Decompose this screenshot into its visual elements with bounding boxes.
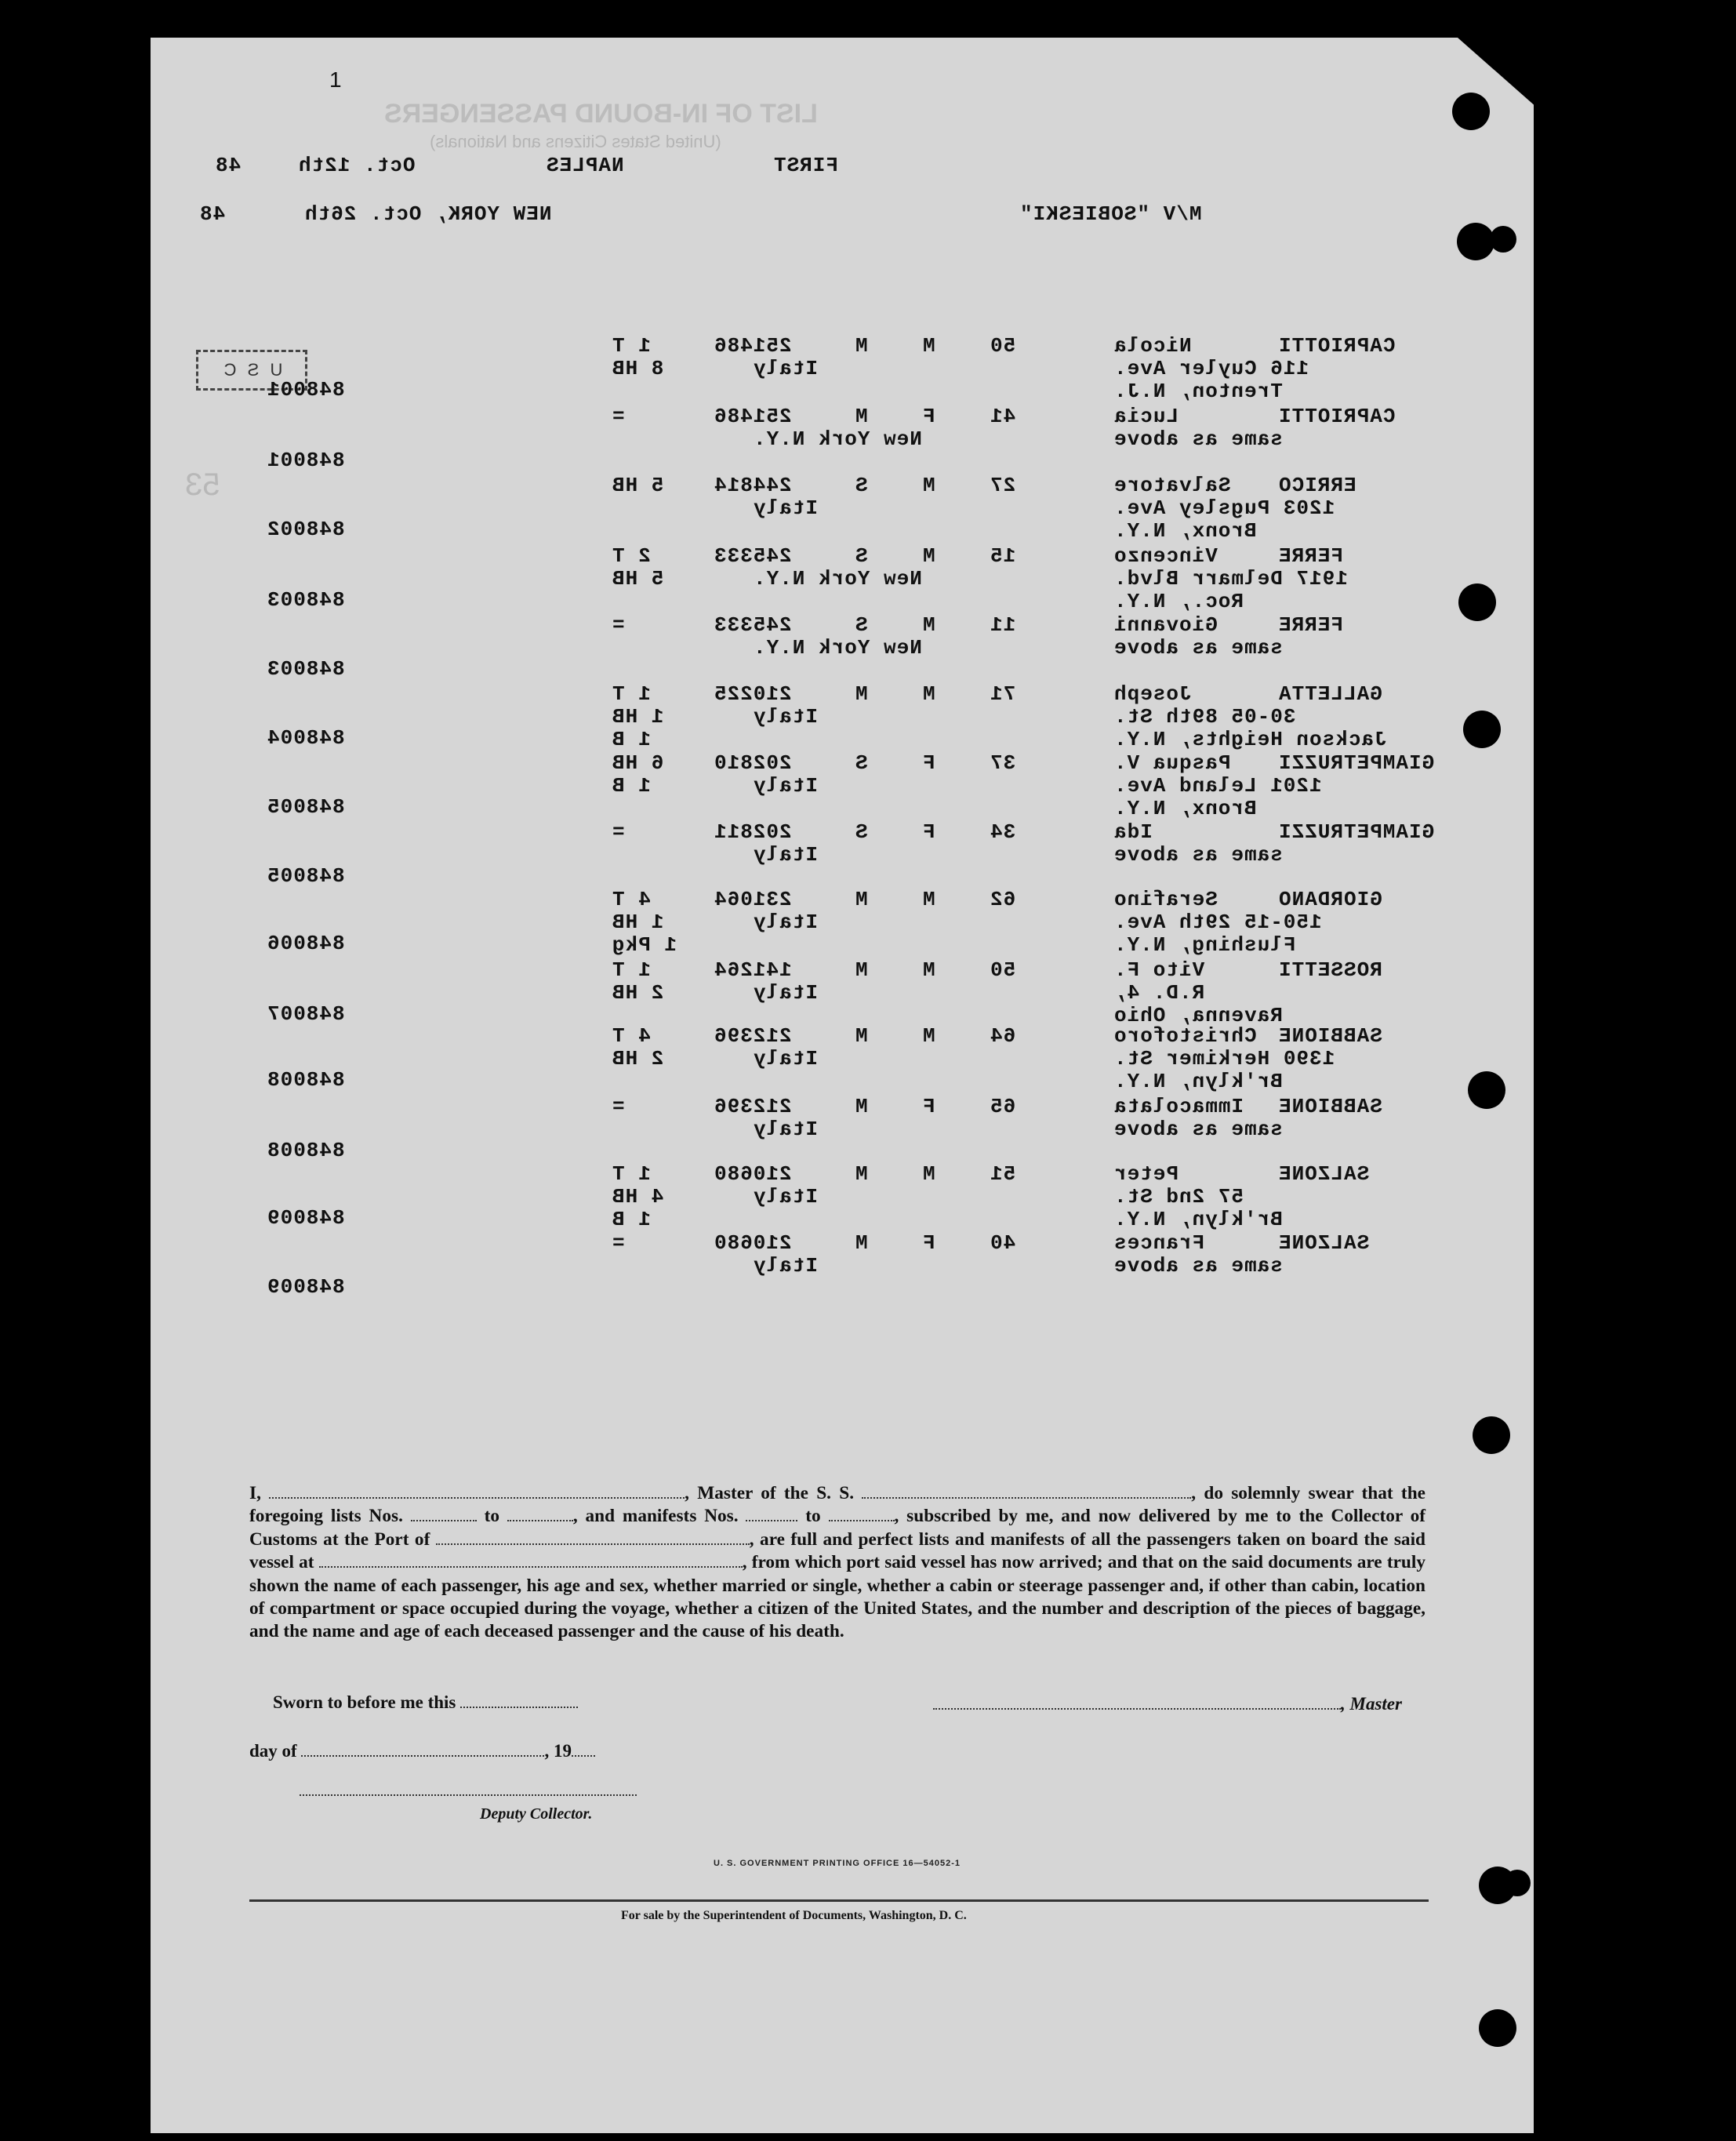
list-from-field[interactable]: [411, 1520, 477, 1521]
passenger-given-name: Salvatore: [1113, 474, 1231, 497]
baggage-count: 1 HB: [612, 705, 664, 729]
passport-issued-at: Italy: [753, 705, 819, 729]
certificate-number: 848003: [267, 588, 345, 612]
customs-stamp: U S C: [196, 350, 307, 391]
passenger-address: Jackson Heights, N.Y.: [1113, 728, 1387, 751]
passenger-address: 1201 Leland Ave.: [1113, 774, 1322, 798]
oath-text: , and manifests Nos.: [572, 1506, 739, 1527]
oath-text: , subscribed by me, and now delivered by me to the Collector of Customs at the Port of: [249, 1506, 1426, 1550]
passenger-surname: ROSSETTI: [1278, 958, 1382, 982]
page-mark: 1: [329, 67, 342, 92]
binder-hole: [1452, 93, 1490, 130]
passenger-surname: CAPRIOTTI: [1278, 405, 1396, 428]
list-to-field[interactable]: [507, 1520, 573, 1521]
manifest-from-field[interactable]: [746, 1520, 797, 1521]
passenger-surname: SALZONE: [1278, 1162, 1370, 1186]
passenger-surname: CAPRIOTTI: [1278, 334, 1396, 358]
certificate-number: 848005: [267, 795, 345, 819]
oath-text: to: [805, 1506, 821, 1527]
sale-notice: For sale by the Superintendent of Documents, Washington, D. C.: [621, 1909, 967, 1922]
passenger-marital-status: M: [855, 888, 868, 911]
passenger-address: same as above: [1113, 427, 1283, 451]
certificate-number: 848008: [267, 1139, 345, 1162]
printing-office-line: U. S. GOVERNMENT PRINTING OFFICE 16—54052-1: [714, 1859, 961, 1868]
baggage-count: 5 HB: [612, 474, 664, 497]
passenger-sex: M: [922, 888, 935, 911]
baggage-count: 2 HB: [612, 981, 664, 1005]
form-subtitle-ghost: (United States Citizens and Nationals): [430, 132, 721, 151]
side-number: 53: [185, 467, 220, 502]
passenger-address: same as above: [1113, 1254, 1283, 1278]
passport-issued-at: Italy: [753, 496, 819, 520]
passenger-age: 62: [990, 888, 1016, 911]
vessel-name-field[interactable]: [862, 1497, 1191, 1499]
passenger-address: 116 Cuyler Ave.: [1113, 357, 1309, 380]
passport-number: 251486: [714, 334, 792, 358]
certificate-number: 848006: [267, 932, 345, 955]
passport-issued-at: Italy: [753, 357, 819, 380]
passenger-address: 1203 Pugsley Ave.: [1113, 496, 1335, 520]
sworn-line: [273, 1692, 578, 1713]
baggage-count: 5 HB: [612, 567, 664, 591]
arrival-year: 48: [199, 202, 226, 226]
passport-issued-at: Italy: [753, 1047, 819, 1070]
passenger-marital-status: S: [855, 751, 868, 775]
passport-issued-at: New York N.Y.: [753, 636, 922, 660]
oath-text: , are full and perfect lists and manifests of all the passengers taken on board the said vessel at: [249, 1529, 1425, 1573]
baggage-count: =: [612, 405, 625, 428]
baggage-count: =: [612, 1095, 625, 1118]
year-field[interactable]: [572, 1755, 595, 1757]
passenger-marital-status: S: [855, 820, 868, 844]
passport-issued-at: Italy: [753, 1185, 819, 1209]
passenger-address: Br'klyn, N.Y.: [1113, 1208, 1283, 1231]
oath-text: , from which port said vessel has now arrived; and that on the said documents are truly shown the name of each passenger, his age and sex, whether married or single, whether a cabin or steerage passenger and, if other than cabin, location of compartment or space occupied during the voyage, whether a citizen of the United States, and the number and description of the pieces of baggage, and the name and age of each deceased passenger and the cause of his death.: [249, 1552, 1425, 1642]
oath-paragraph: [249, 1482, 1425, 1644]
departure-year: 48: [215, 154, 242, 177]
passenger-address: Bronx, N.Y.: [1113, 519, 1257, 543]
certificate-number: 848002: [267, 518, 345, 541]
passport-number: 210225: [714, 682, 792, 706]
passenger-marital-status: M: [855, 1024, 868, 1048]
binder-hole: [1490, 226, 1516, 253]
passenger-age: 51: [990, 1162, 1016, 1186]
passenger-marital-status: S: [855, 544, 868, 568]
passenger-given-name: Immacolata: [1113, 1095, 1244, 1118]
passenger-surname: SABBIONE: [1278, 1095, 1382, 1118]
passport-issued-at: Italy: [753, 1254, 819, 1278]
master-label: , Master: [1341, 1694, 1402, 1714]
binder-hole: [1463, 711, 1501, 748]
class-label: FIRST: [773, 154, 839, 177]
form-title-ghost: LIST OF IN-BOUND PASSENGERS: [384, 99, 818, 129]
passenger-address: 57 2nd St.: [1113, 1185, 1244, 1209]
baggage-count: 1 HB: [612, 911, 664, 934]
passport-number: 212396: [714, 1095, 792, 1118]
passenger-address: Ravenna, Ohio: [1113, 1004, 1283, 1027]
passport-number: 231064: [714, 888, 792, 911]
deputy-signature-field[interactable]: [300, 1794, 637, 1796]
master-signature-field[interactable]: [933, 1708, 1341, 1710]
passenger-surname: FERRE: [1278, 613, 1344, 637]
passport-issued-at: New York N.Y.: [753, 567, 922, 591]
passenger-given-name: Serafino: [1113, 888, 1218, 911]
departure-date: Oct. 12th: [298, 154, 416, 177]
binder-hole: [1504, 1870, 1531, 1896]
passenger-surname: GALLETTA: [1278, 682, 1382, 706]
passenger-given-name: Vincenzo: [1113, 544, 1218, 568]
certificate-number: 848001: [267, 449, 345, 472]
passenger-address: same as above: [1113, 843, 1283, 867]
passenger-age: 71: [990, 682, 1016, 706]
baggage-count: 4 HB: [612, 1185, 664, 1209]
passport-number: 202810: [714, 751, 792, 775]
passenger-sex: F: [922, 751, 935, 775]
passport-number: 245333: [714, 544, 792, 568]
passenger-address: Trenton, N.J.: [1113, 380, 1283, 403]
certificate-number: 848009: [267, 1275, 345, 1299]
passport-number: 251486: [714, 405, 792, 428]
passenger-age: 11: [990, 613, 1016, 637]
passenger-age: 50: [990, 334, 1016, 358]
binder-hole: [1473, 1416, 1510, 1454]
port-field[interactable]: [436, 1543, 750, 1545]
baggage-count: 1 Pkg: [612, 933, 677, 957]
baggage-count: 1 T: [612, 958, 651, 982]
passport-issued-at: Italy: [753, 1118, 819, 1141]
passenger-marital-status: M: [855, 1095, 868, 1118]
binder-hole: [1457, 223, 1494, 260]
passenger-address: Roc., N.Y.: [1113, 590, 1244, 613]
certificate-number: 848004: [267, 726, 345, 750]
passenger-surname: SABBIONE: [1278, 1024, 1382, 1048]
passenger-address: Flushing, N.Y.: [1113, 933, 1296, 957]
passenger-given-name: Frances: [1113, 1231, 1205, 1255]
baggage-count: =: [612, 1231, 625, 1255]
master-signature: [933, 1694, 1402, 1714]
passenger-given-name: Peter: [1113, 1162, 1179, 1186]
year-prefix: , 19: [544, 1741, 572, 1761]
sworn-text: Sworn to before me this: [273, 1692, 456, 1712]
passenger-sex: F: [922, 1231, 935, 1255]
baggage-count: 2 T: [612, 544, 651, 568]
baggage-count: 1 B: [612, 728, 651, 751]
master-name-field[interactable]: [269, 1497, 685, 1499]
passenger-sex: M: [922, 544, 935, 568]
passenger-marital-status: M: [855, 405, 868, 428]
baggage-count: 2 HB: [612, 1047, 664, 1070]
passport-issued-at: Italy: [753, 911, 819, 934]
passenger-sex: M: [922, 1024, 935, 1048]
vessel-name: M/V "SOBIESKI": [1019, 202, 1202, 226]
passenger-marital-status: S: [855, 474, 868, 497]
passenger-sex: F: [922, 820, 935, 844]
passenger-sex: F: [922, 1095, 935, 1118]
baggage-count: 1 T: [612, 682, 651, 706]
passenger-address: same as above: [1113, 1118, 1283, 1141]
passenger-age: 65: [990, 1095, 1016, 1118]
passenger-address: 150-15 29th Ave.: [1113, 911, 1322, 934]
passenger-sex: M: [922, 682, 935, 706]
embark-port-field[interactable]: [319, 1566, 743, 1568]
passenger-address: Bronx, N.Y.: [1113, 797, 1257, 820]
oath-text: I,: [249, 1483, 261, 1503]
passenger-marital-status: M: [855, 682, 868, 706]
passenger-age: 37: [990, 751, 1016, 775]
passenger-address: Br'klyn, N.Y.: [1113, 1070, 1283, 1093]
passenger-age: 50: [990, 958, 1016, 982]
baggage-count: 4 T: [612, 888, 651, 911]
passenger-surname: GIAMPETRUZZI: [1278, 751, 1435, 775]
passenger-given-name: Pasqua V.: [1113, 751, 1231, 775]
certificate-number: 848008: [267, 1068, 345, 1092]
passenger-sex: M: [922, 958, 935, 982]
oath-text: , Master of the S. S.: [685, 1483, 855, 1503]
passenger-given-name: Giovanni: [1113, 613, 1218, 637]
oath-text: to: [484, 1506, 500, 1527]
passport-number: 244814: [714, 474, 792, 497]
baggage-count: 8 HB: [612, 357, 664, 380]
passenger-surname: ERRICO: [1278, 474, 1356, 497]
passenger-marital-status: M: [855, 1231, 868, 1255]
certificate-number: 848007: [267, 1002, 345, 1026]
manifest-to-field[interactable]: [829, 1520, 895, 1521]
passenger-age: 40: [990, 1231, 1016, 1255]
passenger-age: 27: [990, 474, 1016, 497]
passport-issued-at: Italy: [753, 843, 819, 867]
passenger-surname: SALZONE: [1278, 1231, 1370, 1255]
passenger-age: 34: [990, 820, 1016, 844]
day-line: [249, 1741, 595, 1761]
passport-issued-at: Italy: [753, 981, 819, 1005]
passenger-given-name: Vito F.: [1113, 958, 1205, 982]
baggage-count: 6 HB: [612, 751, 664, 775]
certificate-number: 848009: [267, 1206, 345, 1230]
footer-rule: [249, 1899, 1429, 1902]
baggage-count: 1 B: [612, 774, 651, 798]
passport-issued-at: New York N.Y.: [753, 427, 922, 451]
passport-number: 212396: [714, 1024, 792, 1048]
passenger-sex: M: [922, 334, 935, 358]
deputy-signature: [300, 1780, 637, 1801]
passenger-given-name: Lucia: [1113, 405, 1179, 428]
passenger-sex: M: [922, 613, 935, 637]
passenger-address: 30-05 89th St.: [1113, 705, 1296, 729]
baggage-count: 1 B: [612, 1208, 651, 1231]
passenger-given-name: Ida: [1113, 820, 1153, 844]
baggage-count: =: [612, 820, 625, 844]
certificate-number: 848001: [267, 378, 345, 402]
baggage-count: 4 T: [612, 1024, 651, 1048]
day-field[interactable]: [301, 1755, 544, 1757]
binder-hole: [1468, 1071, 1505, 1109]
passenger-marital-status: M: [855, 334, 868, 358]
passenger-address: 1390 Herkimer St.: [1113, 1047, 1335, 1070]
deputy-label: Deputy Collector.: [480, 1805, 593, 1823]
baggage-count: 1 T: [612, 1162, 651, 1186]
passenger-marital-status: M: [855, 958, 868, 982]
passenger-marital-status: M: [855, 1162, 868, 1186]
baggage-count: =: [612, 613, 625, 637]
certificate-number: 848005: [267, 864, 345, 888]
oath-text: , do solemnly swear that the foregoing lists Nos.: [249, 1483, 1425, 1527]
passenger-address: 1917 Delmarr Blvd.: [1113, 567, 1348, 591]
arrival-port: NEW YORK, Oct. 26th: [304, 202, 552, 226]
passenger-address: R.D. 4,: [1113, 981, 1205, 1005]
passenger-surname: GIORDANO: [1278, 888, 1382, 911]
sworn-date-field[interactable]: [460, 1707, 578, 1708]
certificate-number: 848003: [267, 657, 345, 681]
passenger-marital-status: S: [855, 613, 868, 637]
passenger-age: 15: [990, 544, 1016, 568]
binder-hole: [1479, 2009, 1516, 2047]
passenger-sex: M: [922, 474, 935, 497]
baggage-count: 1 T: [612, 334, 651, 358]
passport-number: 141264: [714, 958, 792, 982]
passenger-surname: GIAMPETRUZZI: [1278, 820, 1435, 844]
passport-number: 210680: [714, 1162, 792, 1186]
departure-port: NAPLES: [546, 154, 624, 177]
passenger-address: same as above: [1113, 636, 1283, 660]
passenger-age: 64: [990, 1024, 1016, 1048]
passenger-sex: M: [922, 1162, 935, 1186]
passport-issued-at: Italy: [753, 774, 819, 798]
day-of-text: day of: [249, 1741, 297, 1761]
passport-number: 245333: [714, 613, 792, 637]
passenger-sex: F: [922, 405, 935, 428]
passenger-surname: FERRE: [1278, 544, 1344, 568]
binder-hole: [1458, 583, 1496, 621]
passenger-given-name: Nicola: [1113, 334, 1192, 358]
passenger-age: 41: [990, 405, 1016, 428]
passport-number: 210680: [714, 1231, 792, 1255]
passport-number: 202811: [714, 820, 792, 844]
passenger-given-name: Christoforo: [1113, 1024, 1257, 1048]
passenger-given-name: Joseph: [1113, 682, 1192, 706]
